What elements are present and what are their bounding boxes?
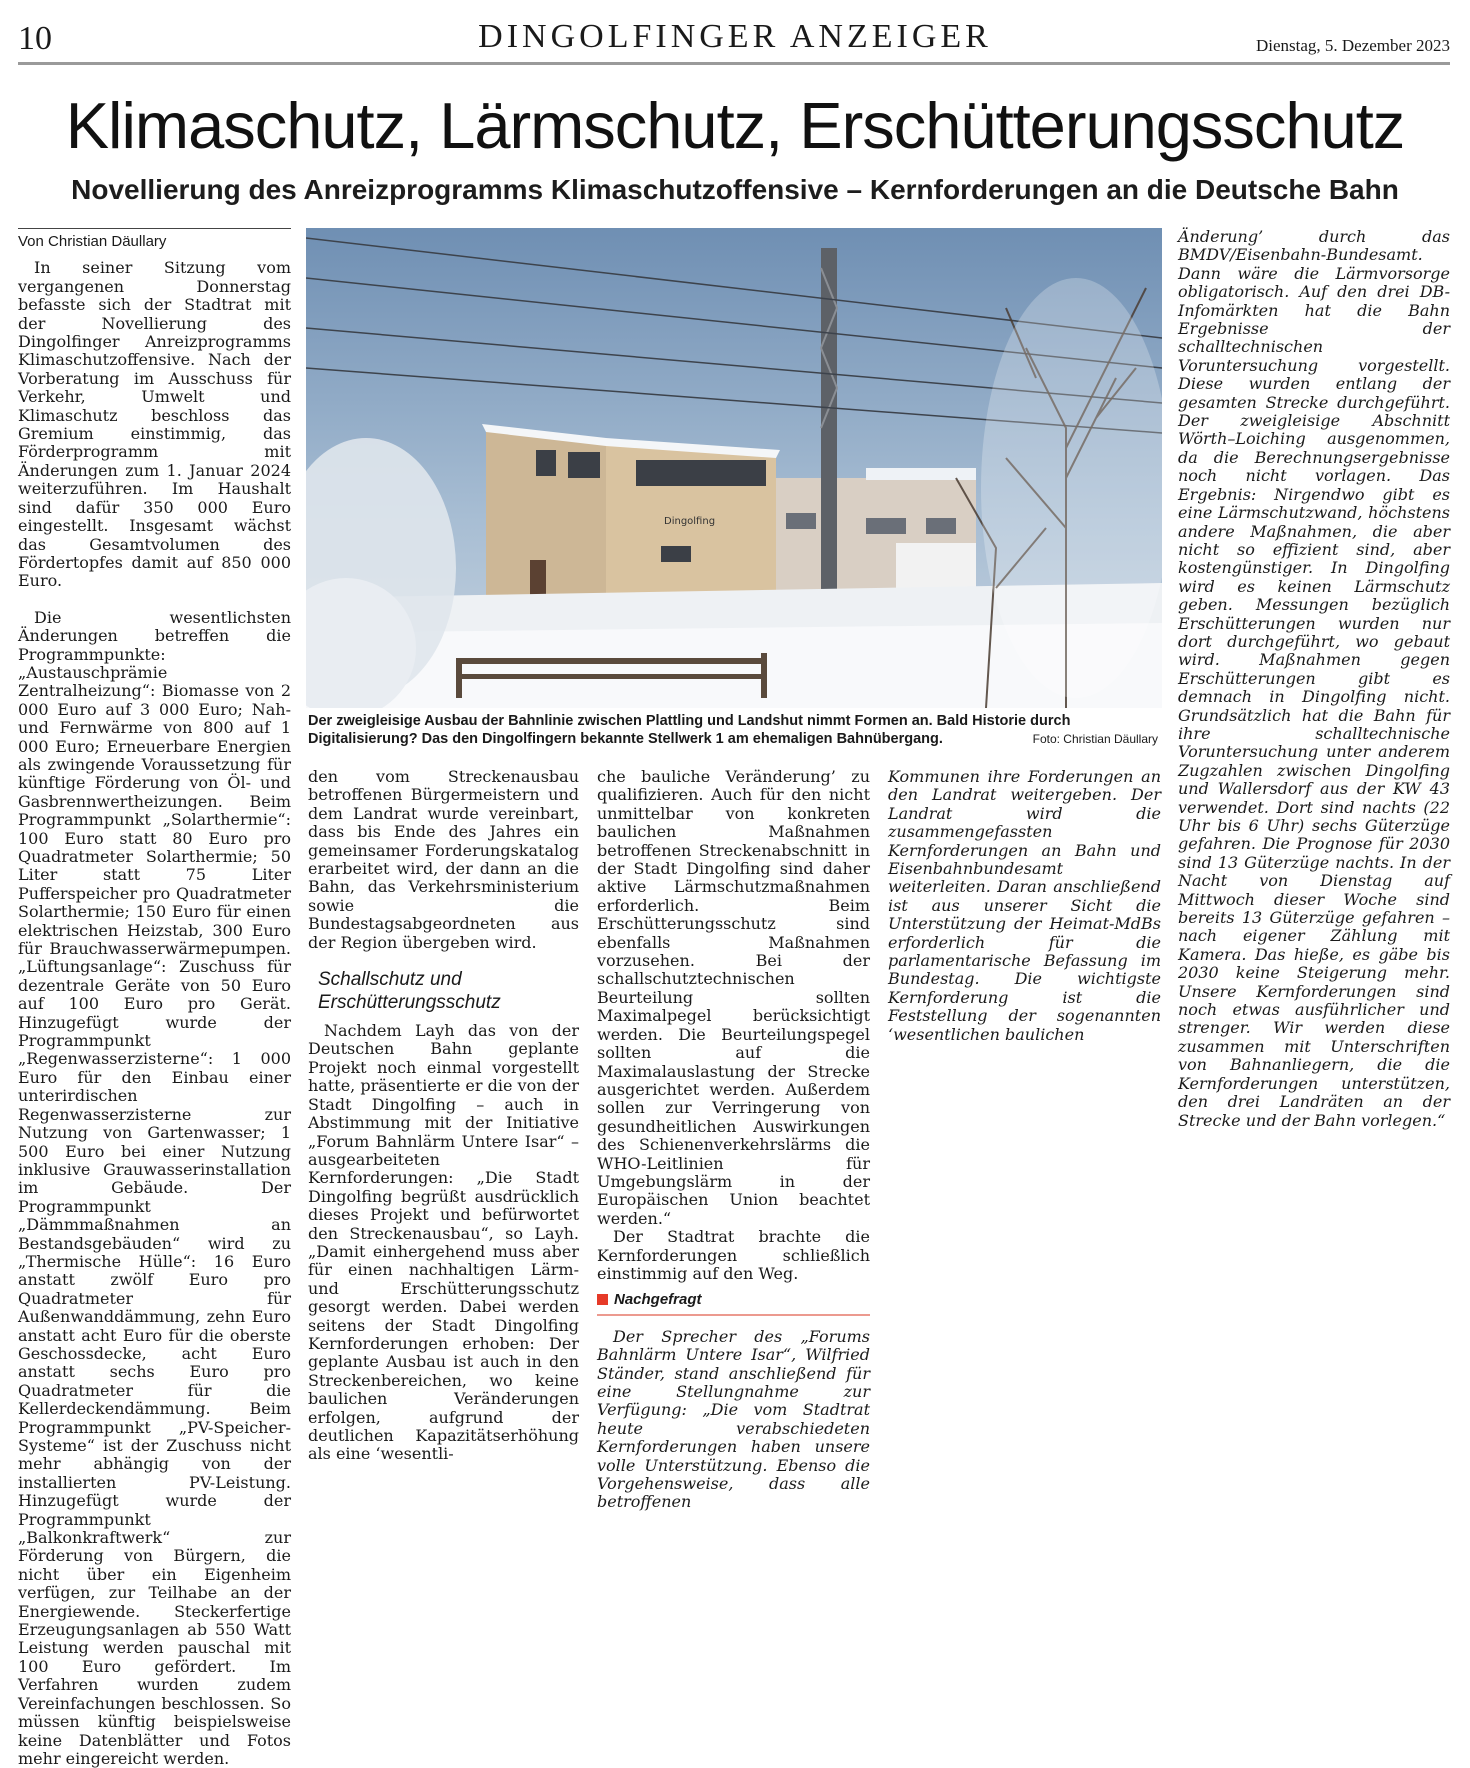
window	[536, 450, 556, 476]
window	[661, 546, 691, 562]
paragraph: Der Stadtrat brachte die Kernforderungen schließlich einstimmig auf den Weg.	[597, 1227, 870, 1283]
photo-caption	[308, 712, 1160, 748]
paragraph: den vom Streckenausbau betroffenen Bürgermeistern und dem Landrat wurde vereinbart, dass bis Ende des Jahres ein gemeinsamer Forderungskatalog erarbeitet wird, der dann an die Bahn, das Verkehrsministerium sowie die Bundestagsabgeordneten aus der Region übergeben wird.	[308, 767, 579, 952]
paragraph: Der Sprecher des „Forums Bahnlärm Untere Isar“, Wilfried Ständer, stand anschließend für eine Stellungnahme zur Verfügung: „Die vom Stadtrat heute verabschiedeten Kernforderungen haben unsere volle Unterstützung. Ebenso die Vorgehensweise, dass alle betroffenen	[597, 1326, 870, 1512]
paragraph: Änderung’ durch das BMDV/Eisenbahn-Bundesamt. Dann wäre die Lärmvorsorge obligatorisch. Auf den drei DB-Infomärkten hat die Bahn Ergebnisse der schalltechnischen Voruntersuchung vorgestellt. Diese wurden entlang der gesamten Strecke durchgeführt. Der zweigleisige Abschnitt Wörth–Loiching ausgenommen, da die Berechnungsergebnisse noch nicht vorlagen. Das Ergebnis: Nirgendwo gibt es eine Lärmschutzwand, höchstens andere Maßnahmen, die aber nicht so effizient sind, aber kostengünstiger. In Dingolfing wird es keinen Lärmschutz geben. Messungen bezüglich Erschütterungen wurden nur dort durchgeführt, wo gebaut wird. Maßnahmen gegen Erschütterungen gibt es demnach in Dingolfing nicht. Grundsätzlich hat die Bahn für ihre schalltechnische Voruntersuchung unter anderem Zugzahlen zwischen Dingolfing und Wallersdorf aus der KW 43 verwendet. Dort sind nachts (22 Uhr bis 6 Uhr) sechs Güterzüge gefahren. Die Prognose für 2030 sind 13 Güterzüge nachts. In der Nacht von Dienstag auf Mittwoch dieser Woche sind bereits 13 Güterzüge gefahren – nach eigener Zählung mit Kamera. Das hieße, es gäbe bis 2030 keine Steigerung mehr. Unsere Kernforderungen sind noch etwas ausführlicher und strenger. Wir werden diese zusammen mit Unterschriften von Bahnanliegern, die die Kernforderungen unterstützen, den drei Landräten an der Strecke und der Bahn vorlegen.“	[1178, 227, 1450, 1130]
byline-divider	[18, 228, 291, 229]
section-marker-icon	[597, 1294, 608, 1305]
article-column-2	[308, 768, 579, 1464]
masthead-divider	[18, 62, 1450, 65]
page-number: 10	[18, 20, 52, 57]
caption-text: Der zweigleisige Ausbau der Bahnlinie zwischen Plattling und Landshut nimmt Formen an. Bald Historie durch Digitalisierung? Das den Dingolfingern bekannte Stellwerk 1 am ehemaligen Bahnübergang.	[308, 713, 1071, 747]
newspaper-title: DINGOLFINGER ANZEIGER	[478, 18, 992, 55]
article-column-5	[1178, 228, 1450, 1130]
paragraph: Nachdem Layh das von der Deutschen Bahn geplante Projekt noch einmal vorgestellt hatte, präsentierte er die von der Stadt Dingolfing – auch in Abstimmung mit der Initiative „Forum Bahnlärm Untere Isar“ – ausgearbeiteten Kernforderungen: „Die Stadt Dingolfing begrüßt ausdrücklich dieses Projekt und befürwortet den Streckenausbau“, so Layh. „Damit einhergehend muss aber für einen nachhaltigen Lärm- und Erschütterungsschutz gesorgt werden. Dabei werden seitens der Stadt Dingolfing Kernforderungen erhoben: Der geplante Ausbau ist auch in den Streckenbereichen, wo keine baulichen Veränderungen erfolgen, aufgrund der deutlichen Kapazitätserhöhung als eine ‘wesentli-	[308, 1021, 579, 1464]
paragraph: che bauliche Veränderung’ zu qualifizieren. Auch für den nicht unmittelbar von konkreten baulichen Maßnahmen betroffenen Streckenabschnitt in der Stadt Dingolfing sind daher aktive Lärmschutzmaßnahmen erforderlich. Beim Erschütterungsschutz sind ebenfalls Maßnahmen vorzusehen. Bei der schallschutztechnischen Beurteilung sollten Maximalpegel berücksichtigt werden. Die Beurteilungspegel sollten auf die Maximalauslastung der Strecke ausgerichtet werden. Außerdem sollen zur Verringerung von gesundheitlichen Auswirkungen des Schienenverkehrslärms die WHO-Leitlinien für Umgebungslärm in der Europäischen Union beachtet werden.“	[597, 767, 870, 1228]
paragraph: In seiner Sitzung vom vergangenen Donnerstag befasste sich der Stadtrat mit der Novellierung des Dingolfinger Anreizprogramms Klimaschutzoffensive. Nach der Vorberatung im Ausschuss für Verkehr, Umwelt und Klimaschutz beschloss das Gremium einstimmig, das Förderprogramm mit Änderungen zum 1. Januar 2024 weiterzuführen. Im Haushalt sind dafür 350 000 Euro eingestellt. Insgesamt wächst das Gesamtvolumen des Fördertopfes damit auf 850 000 Euro.	[18, 258, 291, 591]
photo-credit: Foto: Christian Däullary	[1032, 732, 1158, 746]
signal-box-photo	[306, 228, 1162, 708]
section-label	[597, 1291, 870, 1315]
issue-date: Dienstag, 5. Dezember 2023	[1255, 36, 1450, 55]
article-column-3	[597, 768, 870, 1512]
paragraph: Die wesentlichsten Änderungen betreffen die Programmpunkte: „Austauschprämie Zentralheizung“: Biomasse von 2 000 Euro auf 3 000 Euro; Nah- und Fernwärme von 800 auf 1 000 Euro; Erneuerbare Energien als zwingende Voraussetzung für künftige Förderung von Öl- und Gasbrennwertheizungen. Beim Programmpunkt „Solarthermie“: 100 Euro statt 80 Euro pro Quadratmeter Solarthermie; 50 Liter statt 75 Liter Pufferspeicher pro Quadratmeter Solarthermie; 150 Euro für einen elektrischen Heizstab, 300 Euro für Brauchwasserwärmepumpen. „Lüftungsanlage“: Zuschuss für dezentrale Geräte von 50 Euro auf 100 Euro pro Gerät. Hinzugefügt wurde der Programmpunkt „Regenwasserzisterne“: 1 000 Euro für den Einbau einer unterirdischen Regenwasserzisterne zur Nutzung von Gartenwasser; 1 500 Euro bei einer Nutzung inklusive Grauwasserinstallation im Gebäude. Der Programmpunkt „Dämmmaßnahmen an Bestandsgebäuden“ wird zu „Thermische Hülle“: 16 Euro anstatt zwölf Euro pro Quadratmeter für Außenwanddämmung, zehn Euro anstatt acht Euro für die oberste Geschossdecke, acht Euro anstatt sechs Euro pro Quadratmeter für die Kellerdeckendämmung. Beim Programmpunkt „PV-Speicher-Systeme“ ist der Zuschuss nicht mehr abhängig von der installierten PV-Leistung. Hinzugefügt wurde der Programmpunkt „Balkonkraftwerk“ zur Förderung von Bürgern, die nicht über ein Eigenheim verfügen, zur Teilhabe an der Energiewende. Steckerfertige Erzeugungsanlagen ab 550 Watt Leistung werden pauschal mit 100 Euro gefördert. Im Verfahren wurden zudem Vereinfachungen beschlossen. So müssen künftig beispielsweise keine Datenblätter und Fotos mehr eingereicht werden.	[18, 607, 291, 1768]
article-column-4	[888, 768, 1161, 1044]
station-sign: Dingolfing	[664, 516, 716, 527]
section-label-text: Nachgefragt	[614, 1291, 702, 1309]
window	[568, 452, 600, 478]
window	[636, 460, 766, 486]
article-headline: Klimaschutz, Lärmschutz, Erschütterungsschutz	[65, 89, 1405, 162]
article-column-1	[18, 228, 291, 1768]
article-subheadline: Novellierung des Anreizprogramms Klimaschutzoffensive – Kernforderungen an die Deutsche Bahn	[71, 174, 1399, 205]
section-subhead: Schallschutz und Erschütterungsschutz	[318, 969, 501, 1014]
article-photo	[306, 228, 1162, 708]
paragraph: Kommunen ihre Forderungen an den Landrat weitergeben. Der Landrat wird die zusammengefassten Kernforderungen an Bahn und Eisenbahnbundesamt weiterleiten. Daran anschließend ist aus unserer Sicht die Unterstützung der Heimat-MdBs erforderlich für die parlamentarische Befassung im Bundestag. Die wichtigste Kernforderung ist die Feststellung der sogenannten ‘wesentlichen baulichen	[888, 767, 1161, 1044]
byline: Von Christian Däullary	[18, 233, 167, 250]
